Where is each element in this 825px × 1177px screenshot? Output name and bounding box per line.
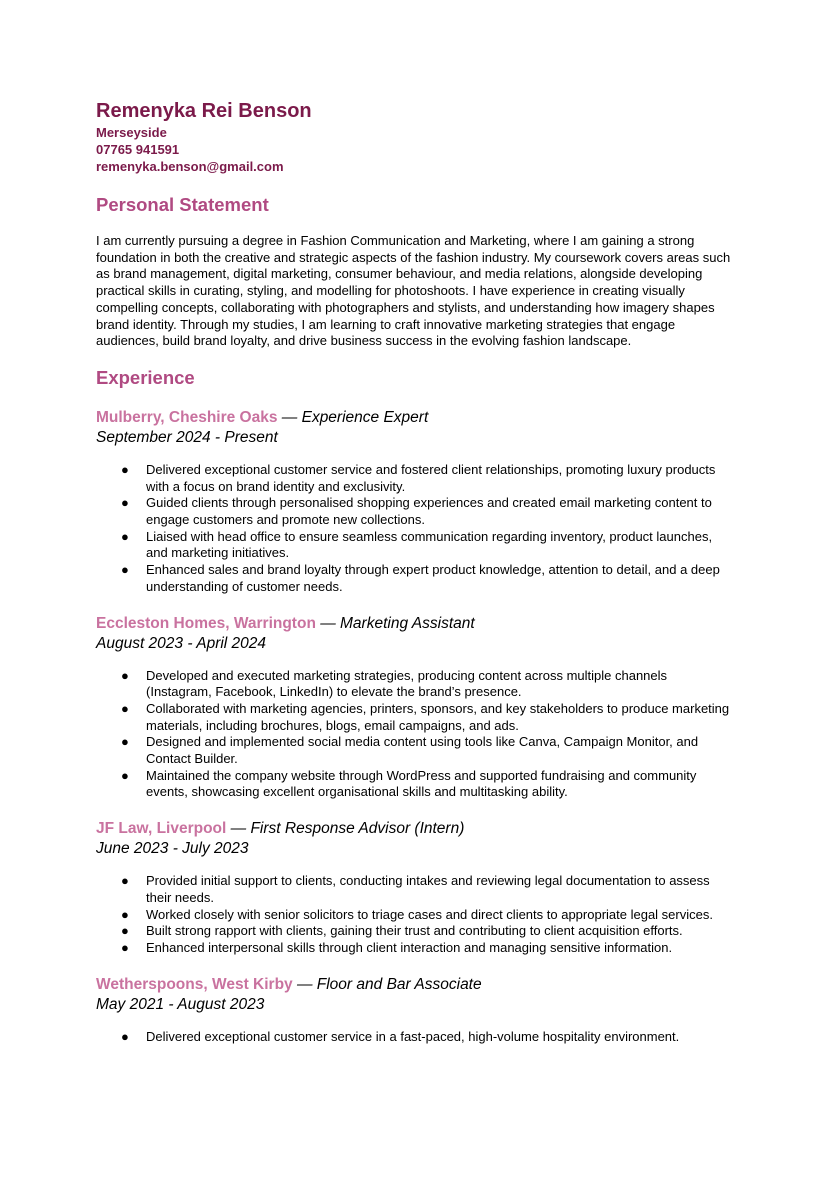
job-bullet-list	[96, 462, 736, 596]
job-employer: Eccleston Homes, Warrington	[96, 614, 316, 632]
bullet-text: Enhanced sales and brand loyalty through expert product knowledge, attention to detail, and a deep understanding of customer needs.	[146, 562, 720, 594]
job-entry	[96, 975, 736, 1046]
job-employer: Wetherspoons, West Kirby	[96, 975, 293, 993]
experience-heading: Experience	[96, 366, 195, 388]
job-employer: JF Law, Liverpool	[96, 820, 227, 838]
bullet-dot-icon: ●	[121, 700, 129, 716]
bullet-item	[96, 701, 736, 734]
bullet-text: Delivered exceptional customer service and fostered client relationships, promoting luxury products with a focus on brand identity and exclusivity.	[146, 461, 716, 494]
bullet-item	[96, 1029, 736, 1046]
bullet-text: Provided initial support to clients, conducting intakes and reviewing legal documentation to assess their needs.	[146, 873, 710, 905]
phone-number: 07765 941591	[96, 142, 180, 157]
job-dates: September 2024 - Present	[96, 428, 278, 446]
bullet-item	[96, 668, 736, 701]
bullet-item	[96, 907, 736, 924]
experience-list	[96, 408, 736, 1045]
bullet-item	[96, 495, 736, 528]
bullet-dot-icon: ●	[121, 923, 129, 939]
job-role: — Floor and Bar Associate	[296, 975, 482, 993]
bullet-text: Worked closely with senior solicitors to triage cases and direct clients to appropriate legal services.	[146, 906, 713, 922]
job-heading	[96, 408, 736, 428]
bullet-item	[96, 873, 736, 906]
bullet-dot-icon: ●	[121, 873, 129, 889]
bullet-item	[96, 734, 736, 767]
bullet-text: Guided clients through personalised shopping experiences and created email marketing content to engage customers and promote new collections.	[146, 495, 712, 528]
job-dates: May 2021 - August 2023	[96, 995, 265, 1013]
job-heading	[96, 819, 736, 839]
job-entry	[96, 408, 736, 596]
bullet-text: Liaised with head office to ensure seamless communication regarding inventory, product launches, and marketing initiatives.	[146, 528, 713, 561]
bullet-dot-icon: ●	[121, 939, 129, 955]
bullet-dot-icon: ●	[121, 767, 129, 783]
bullet-item	[96, 529, 736, 562]
job-bullet-list	[96, 668, 736, 802]
personal-statement-heading: Personal Statement	[96, 194, 269, 215]
bullet-text: Delivered exceptional customer service in a fast-paced, high-volume hospitality environment.	[146, 1028, 680, 1044]
resume-page	[96, 98, 736, 1045]
job-employer: Mulberry, Cheshire Oaks	[96, 408, 278, 426]
bullet-dot-icon: ●	[121, 562, 129, 578]
job-role: — First Response Advisor (Intern)	[230, 820, 465, 838]
personal-statement-text: I am currently pursuing a degree in Fashion Communication and Marketing, where I am gaining a strong foundation in both the creative and strategic aspects of the fashion industry. My coursework covers areas such as brand management, digital marketing, consumer behaviour, and media relations, alongside developing practical skills in curating, styling, and modelling for photoshoots. I have experience in creating visually compelling concepts, collaborating with photographers and stylists, and understanding how imagery shapes brand identity. Through my studies, I am learning to craft innovative marketing strategies that engage audiences, build brand loyalty, and drive business success in the evolving fashion landscape.	[96, 233, 731, 349]
job-bullet-list	[96, 1029, 736, 1046]
bullet-item	[96, 462, 736, 495]
candidate-name: Remenyka Rei Benson	[96, 100, 312, 122]
job-entry	[96, 819, 736, 957]
bullet-dot-icon: ●	[121, 734, 129, 750]
bullet-text: Designed and implemented social media content using tools like Canva, Campaign Monitor, and Contact Builder.	[146, 734, 699, 767]
job-bullet-list	[96, 873, 736, 957]
job-dates: August 2023 - April 2024	[96, 634, 267, 652]
bullet-dot-icon: ●	[121, 1028, 129, 1044]
bullet-text: Maintained the company website through WordPress and supported fundraising and community events, showcasing excellent organisational skills and multitasking ability.	[146, 767, 697, 800]
location: Merseyside	[96, 125, 167, 140]
bullet-dot-icon: ●	[121, 495, 129, 511]
bullet-dot-icon: ●	[121, 906, 129, 922]
bullet-item	[96, 768, 736, 801]
job-dates: June 2023 - July 2023	[96, 840, 249, 858]
bullet-item	[96, 923, 736, 940]
bullet-text: Developed and executed marketing strategies, producing content across multiple channels (Instagram, Facebook, LinkedIn) to elevate the brand’s presence.	[146, 667, 668, 700]
email-address[interactable]: remenyka.benson@gmail.com	[96, 159, 284, 174]
job-role: — Experience Expert	[281, 408, 429, 426]
bullet-item	[96, 940, 736, 957]
bullet-text: Collaborated with marketing agencies, printers, sponsors, and key stakeholders to produce marketing materials, including brochures, blogs, email campaigns, and ads.	[146, 700, 730, 733]
job-role: — Marketing Assistant	[320, 614, 475, 632]
bullet-dot-icon: ●	[121, 461, 129, 477]
bullet-item	[96, 562, 736, 595]
bullet-text: Enhanced interpersonal skills through client interaction and managing sensitive information.	[146, 939, 673, 955]
bullet-dot-icon: ●	[121, 667, 129, 683]
job-entry	[96, 614, 736, 802]
job-heading	[96, 975, 736, 995]
bullet-text: Built strong rapport with clients, gaining their trust and contributing to client acquisition efforts.	[146, 923, 683, 939]
bullet-dot-icon: ●	[121, 528, 129, 544]
job-heading	[96, 614, 736, 634]
